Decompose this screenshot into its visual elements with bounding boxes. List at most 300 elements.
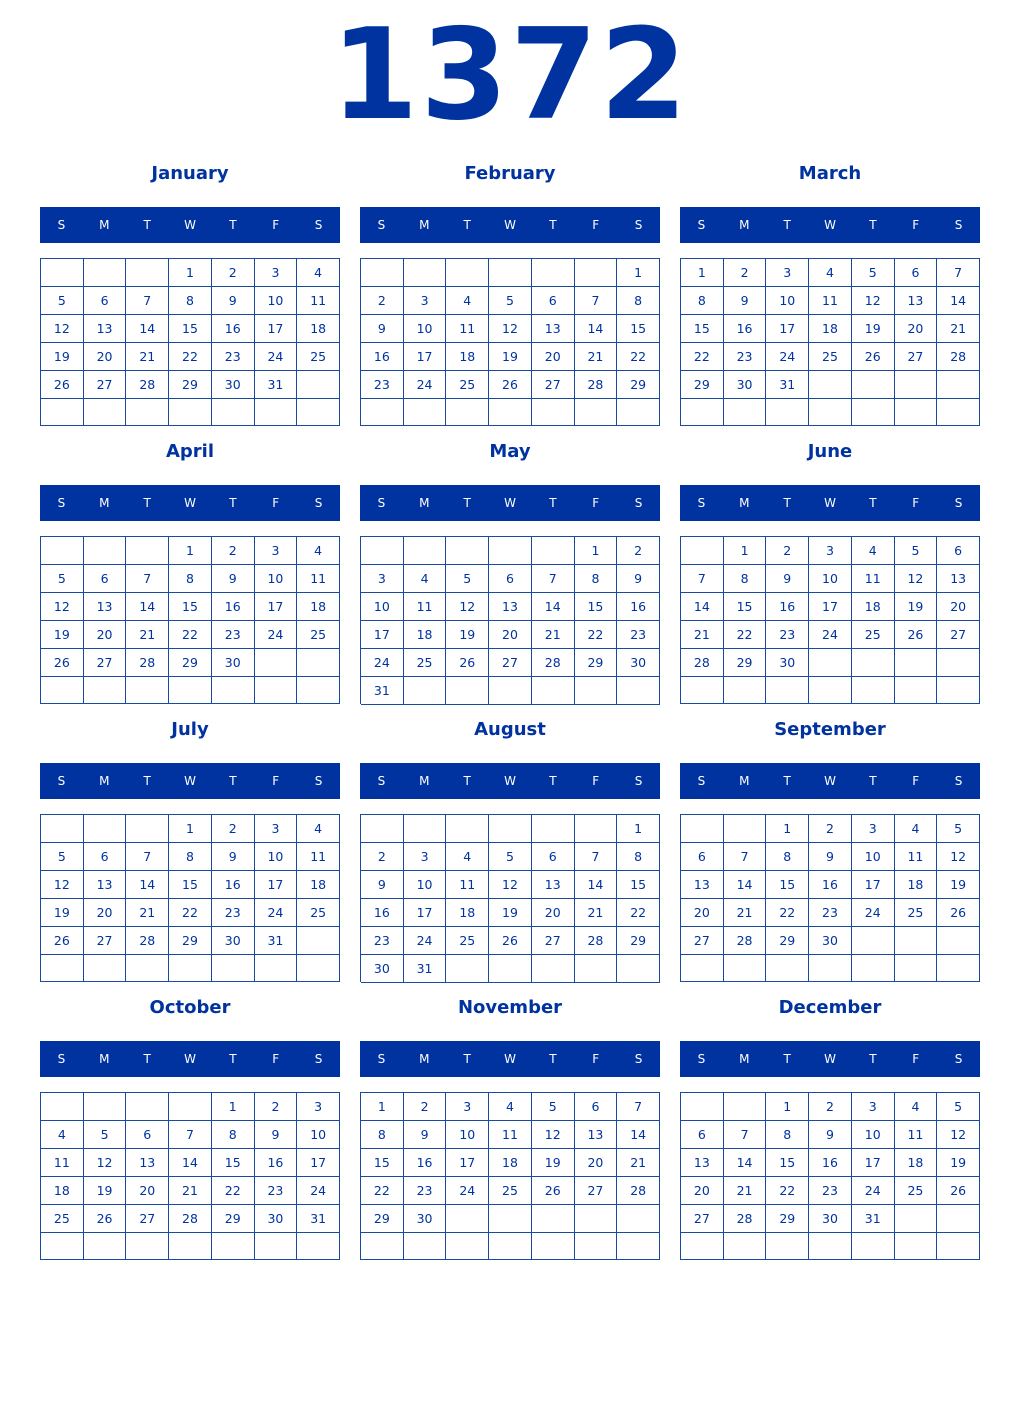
day-cell: 11 [852, 565, 895, 593]
empty-day-cell [297, 399, 340, 426]
empty-day-cell [575, 259, 618, 287]
day-cell: 25 [297, 899, 340, 927]
empty-day-cell [404, 677, 447, 705]
month-name: October [149, 997, 231, 1018]
weekday-label: F [272, 1052, 280, 1066]
day-cell: 6 [489, 565, 532, 593]
day-cell: 23 [724, 343, 767, 371]
weekday-header [680, 207, 980, 243]
empty-day-cell [446, 815, 489, 843]
empty-day-cell [724, 955, 767, 982]
day-cell: 2 [404, 1093, 447, 1121]
empty-day-cell [681, 815, 724, 843]
day-cell: 9 [255, 1121, 298, 1149]
day-cell: 5 [489, 287, 532, 315]
day-cell: 22 [617, 343, 660, 371]
empty-day-cell [361, 399, 404, 426]
day-cell: 15 [681, 315, 724, 343]
empty-day-cell [895, 649, 938, 677]
weekday-label: T [783, 774, 791, 788]
day-cell: 1 [361, 1093, 404, 1121]
day-cell: 3 [766, 259, 809, 287]
weekday-label: T [549, 774, 557, 788]
day-cell: 11 [895, 1121, 938, 1149]
day-cell: 27 [126, 1205, 169, 1233]
day-cell: 12 [489, 315, 532, 343]
day-cell: 25 [446, 927, 489, 955]
day-cell: 27 [489, 649, 532, 677]
day-cell: 13 [84, 593, 127, 621]
day-cell: 11 [446, 315, 489, 343]
weekday-label: T [549, 218, 557, 232]
day-cell: 24 [404, 927, 447, 955]
empty-day-cell [446, 1205, 489, 1233]
empty-day-cell [126, 259, 169, 287]
month-name: March [798, 163, 862, 184]
day-cell: 21 [126, 343, 169, 371]
day-cell: 30 [255, 1205, 298, 1233]
empty-day-cell [84, 399, 127, 426]
day-cell: 10 [297, 1121, 340, 1149]
day-cell: 18 [446, 343, 489, 371]
weekday-label: T [143, 1052, 151, 1066]
weekday-label: T [549, 496, 557, 510]
day-cell: 9 [212, 843, 255, 871]
day-cell: 5 [895, 537, 938, 565]
empty-day-cell [852, 399, 895, 426]
day-grid [360, 1092, 660, 1260]
day-cell: 4 [41, 1121, 84, 1149]
day-cell: 25 [41, 1205, 84, 1233]
day-cell: 16 [809, 871, 852, 899]
month-name: November [457, 997, 563, 1018]
day-cell: 13 [895, 287, 938, 315]
empty-day-cell [297, 955, 340, 982]
empty-day-cell [852, 927, 895, 955]
day-cell: 31 [361, 677, 404, 705]
weekday-label: M [419, 1052, 430, 1066]
empty-day-cell [766, 399, 809, 426]
weekday-label: S [57, 218, 66, 232]
weekday-label: M [419, 774, 430, 788]
empty-day-cell [212, 677, 255, 704]
empty-day-cell [41, 1233, 84, 1260]
weekday-label: S [954, 774, 963, 788]
day-cell: 15 [169, 315, 212, 343]
weekday-label: W [824, 774, 836, 788]
day-cell: 26 [937, 1177, 980, 1205]
empty-day-cell [617, 677, 660, 705]
empty-day-cell [489, 1233, 532, 1260]
day-cell: 22 [169, 621, 212, 649]
day-cell: 16 [361, 343, 404, 371]
empty-day-cell [126, 399, 169, 426]
day-cell: 5 [41, 287, 84, 315]
day-cell: 17 [852, 871, 895, 899]
empty-day-cell [617, 1233, 660, 1260]
day-cell: 26 [532, 1177, 575, 1205]
day-cell: 19 [937, 871, 980, 899]
day-cell: 14 [681, 593, 724, 621]
day-cell: 29 [169, 371, 212, 399]
day-grid [360, 258, 660, 426]
weekday-label: S [954, 1052, 963, 1066]
day-cell: 10 [852, 843, 895, 871]
day-cell: 28 [126, 649, 169, 677]
empty-day-cell [489, 677, 532, 705]
weekday-label: F [592, 774, 600, 788]
day-cell: 12 [41, 593, 84, 621]
day-cell: 15 [617, 315, 660, 343]
day-cell: 31 [852, 1205, 895, 1233]
empty-day-cell [255, 1233, 298, 1260]
day-cell: 4 [404, 565, 447, 593]
empty-day-cell [532, 1205, 575, 1233]
day-cell: 2 [212, 537, 255, 565]
day-cell: 5 [937, 815, 980, 843]
empty-day-cell [255, 677, 298, 704]
day-cell: 31 [297, 1205, 340, 1233]
day-cell: 11 [489, 1121, 532, 1149]
empty-day-cell [126, 815, 169, 843]
day-cell: 16 [212, 593, 255, 621]
empty-day-cell [446, 399, 489, 426]
day-cell: 28 [126, 927, 169, 955]
empty-day-cell [126, 1093, 169, 1121]
empty-day-cell [937, 927, 980, 955]
day-cell: 15 [575, 593, 618, 621]
month-name: December [778, 997, 882, 1018]
day-cell: 29 [724, 649, 767, 677]
day-cell: 6 [895, 259, 938, 287]
day-cell: 20 [84, 621, 127, 649]
day-cell: 7 [575, 287, 618, 315]
empty-day-cell [404, 1233, 447, 1260]
day-cell: 3 [255, 815, 298, 843]
empty-day-cell [446, 955, 489, 983]
day-cell: 6 [84, 287, 127, 315]
day-cell: 2 [809, 1093, 852, 1121]
day-cell: 10 [446, 1121, 489, 1149]
day-cell: 29 [617, 371, 660, 399]
weekday-label: S [697, 1052, 706, 1066]
empty-day-cell [852, 371, 895, 399]
day-cell: 27 [681, 1205, 724, 1233]
day-cell: 30 [617, 649, 660, 677]
day-cell: 2 [212, 815, 255, 843]
day-cell: 28 [937, 343, 980, 371]
day-cell: 11 [895, 843, 938, 871]
empty-day-cell [681, 399, 724, 426]
day-cell: 2 [809, 815, 852, 843]
day-cell: 26 [446, 649, 489, 677]
day-cell: 23 [766, 621, 809, 649]
day-cell: 1 [766, 815, 809, 843]
day-cell: 13 [84, 315, 127, 343]
day-cell: 19 [532, 1149, 575, 1177]
day-cell: 8 [361, 1121, 404, 1149]
weekday-header [40, 1041, 340, 1077]
empty-day-cell [681, 677, 724, 704]
empty-day-cell [41, 537, 84, 565]
day-cell: 6 [681, 1121, 724, 1149]
empty-day-cell [617, 955, 660, 983]
weekday-label: S [377, 774, 386, 788]
day-cell: 14 [724, 871, 767, 899]
empty-day-cell [297, 371, 340, 399]
weekday-label: S [697, 218, 706, 232]
empty-day-cell [126, 537, 169, 565]
day-cell: 7 [126, 287, 169, 315]
day-cell: 11 [404, 593, 447, 621]
weekday-label: S [634, 218, 643, 232]
day-cell: 17 [255, 315, 298, 343]
day-grid [40, 536, 340, 704]
day-cell: 30 [404, 1205, 447, 1233]
day-cell: 20 [489, 621, 532, 649]
empty-day-cell [126, 1233, 169, 1260]
day-cell: 16 [766, 593, 809, 621]
day-cell: 23 [361, 371, 404, 399]
day-cell: 6 [532, 843, 575, 871]
weekday-label: F [272, 496, 280, 510]
day-cell: 18 [297, 593, 340, 621]
weekday-label: T [549, 1052, 557, 1066]
day-cell: 12 [446, 593, 489, 621]
day-cell: 19 [489, 899, 532, 927]
empty-day-cell [575, 677, 618, 705]
empty-day-cell [41, 677, 84, 704]
day-cell: 7 [937, 259, 980, 287]
day-cell: 29 [169, 649, 212, 677]
day-cell: 31 [766, 371, 809, 399]
empty-day-cell [617, 399, 660, 426]
weekday-label: F [912, 774, 920, 788]
day-cell: 18 [895, 1149, 938, 1177]
empty-day-cell [575, 955, 618, 983]
weekday-label: M [99, 496, 110, 510]
weekday-label: T [869, 496, 877, 510]
day-cell: 4 [446, 287, 489, 315]
day-cell: 15 [212, 1149, 255, 1177]
day-cell: 1 [617, 815, 660, 843]
empty-day-cell [575, 399, 618, 426]
day-cell: 25 [297, 621, 340, 649]
day-cell: 3 [361, 565, 404, 593]
empty-day-cell [404, 537, 447, 565]
day-cell: 19 [852, 315, 895, 343]
day-cell: 20 [681, 1177, 724, 1205]
empty-day-cell [575, 1233, 618, 1260]
day-cell: 5 [937, 1093, 980, 1121]
day-cell: 9 [809, 843, 852, 871]
weekday-label: W [504, 1052, 516, 1066]
day-cell: 17 [361, 621, 404, 649]
day-cell: 11 [809, 287, 852, 315]
day-cell: 31 [255, 371, 298, 399]
weekday-label: S [697, 774, 706, 788]
weekday-label: W [504, 496, 516, 510]
day-cell: 1 [681, 259, 724, 287]
day-cell: 26 [41, 927, 84, 955]
day-cell: 14 [126, 315, 169, 343]
day-cell: 28 [617, 1177, 660, 1205]
day-cell: 30 [766, 649, 809, 677]
day-cell: 3 [852, 815, 895, 843]
weekday-label: W [824, 496, 836, 510]
empty-day-cell [169, 1093, 212, 1121]
day-cell: 22 [681, 343, 724, 371]
empty-day-cell [361, 537, 404, 565]
day-cell: 1 [212, 1093, 255, 1121]
day-cell: 15 [169, 593, 212, 621]
weekday-label: F [592, 218, 600, 232]
day-cell: 16 [617, 593, 660, 621]
empty-day-cell [361, 1233, 404, 1260]
empty-day-cell [84, 815, 127, 843]
day-cell: 16 [724, 315, 767, 343]
day-cell: 23 [255, 1177, 298, 1205]
weekday-label: S [57, 774, 66, 788]
day-cell: 30 [361, 955, 404, 983]
day-cell: 8 [617, 287, 660, 315]
day-cell: 1 [169, 259, 212, 287]
empty-day-cell [84, 1233, 127, 1260]
weekday-label: W [184, 774, 196, 788]
weekday-label: W [504, 774, 516, 788]
empty-day-cell [809, 1233, 852, 1260]
day-cell: 10 [809, 565, 852, 593]
weekday-header [680, 485, 980, 521]
weekday-label: T [869, 774, 877, 788]
day-cell: 15 [617, 871, 660, 899]
empty-day-cell [446, 537, 489, 565]
day-cell: 19 [446, 621, 489, 649]
day-cell: 24 [852, 899, 895, 927]
weekday-header [360, 763, 660, 799]
weekday-label: W [184, 1052, 196, 1066]
empty-day-cell [489, 1205, 532, 1233]
empty-day-cell [852, 1233, 895, 1260]
day-cell: 25 [895, 899, 938, 927]
empty-day-cell [41, 399, 84, 426]
empty-day-cell [404, 399, 447, 426]
empty-day-cell [126, 955, 169, 982]
day-cell: 27 [895, 343, 938, 371]
day-cell: 30 [212, 927, 255, 955]
day-cell: 8 [617, 843, 660, 871]
empty-day-cell [809, 649, 852, 677]
weekday-label: F [592, 496, 600, 510]
day-grid [40, 1092, 340, 1260]
weekday-label: T [463, 1052, 471, 1066]
day-cell: 16 [404, 1149, 447, 1177]
day-cell: 22 [575, 621, 618, 649]
day-grid [40, 814, 340, 982]
day-cell: 12 [532, 1121, 575, 1149]
day-cell: 9 [212, 565, 255, 593]
empty-day-cell [489, 955, 532, 983]
weekday-label: S [57, 496, 66, 510]
empty-day-cell [809, 371, 852, 399]
empty-day-cell [937, 1205, 980, 1233]
day-cell: 4 [446, 843, 489, 871]
day-cell: 12 [41, 315, 84, 343]
day-cell: 17 [255, 593, 298, 621]
day-cell: 15 [361, 1149, 404, 1177]
day-cell: 21 [532, 621, 575, 649]
day-cell: 20 [681, 899, 724, 927]
day-grid [680, 814, 980, 982]
day-cell: 15 [169, 871, 212, 899]
day-cell: 25 [489, 1177, 532, 1205]
day-cell: 12 [937, 1121, 980, 1149]
day-cell: 17 [809, 593, 852, 621]
day-cell: 10 [766, 287, 809, 315]
day-cell: 14 [169, 1149, 212, 1177]
day-cell: 3 [404, 287, 447, 315]
day-cell: 4 [809, 259, 852, 287]
day-cell: 28 [169, 1205, 212, 1233]
day-cell: 18 [809, 315, 852, 343]
day-cell: 30 [212, 371, 255, 399]
day-cell: 10 [361, 593, 404, 621]
day-cell: 24 [852, 1177, 895, 1205]
day-cell: 24 [255, 621, 298, 649]
day-cell: 21 [126, 621, 169, 649]
day-cell: 29 [361, 1205, 404, 1233]
day-cell: 21 [724, 899, 767, 927]
day-cell: 19 [489, 343, 532, 371]
day-cell: 22 [617, 899, 660, 927]
day-cell: 7 [575, 843, 618, 871]
day-cell: 5 [532, 1093, 575, 1121]
month-name: September [774, 719, 886, 740]
empty-day-cell [852, 955, 895, 982]
day-cell: 3 [809, 537, 852, 565]
empty-day-cell [41, 815, 84, 843]
empty-day-cell [446, 259, 489, 287]
empty-day-cell [575, 815, 618, 843]
weekday-label: T [869, 1052, 877, 1066]
weekday-label: M [99, 774, 110, 788]
day-cell: 24 [297, 1177, 340, 1205]
month-name: January [151, 163, 229, 184]
day-cell: 29 [169, 927, 212, 955]
weekday-header [360, 1041, 660, 1077]
day-cell: 12 [489, 871, 532, 899]
empty-day-cell [255, 649, 298, 677]
day-cell: 14 [617, 1121, 660, 1149]
empty-day-cell [809, 677, 852, 704]
empty-day-cell [126, 677, 169, 704]
weekday-label: T [229, 774, 237, 788]
day-cell: 15 [724, 593, 767, 621]
day-cell: 22 [766, 899, 809, 927]
day-cell: 24 [766, 343, 809, 371]
weekday-header [40, 207, 340, 243]
weekday-label: T [143, 496, 151, 510]
month-name: June [807, 441, 853, 462]
day-cell: 22 [724, 621, 767, 649]
empty-day-cell [489, 815, 532, 843]
day-cell: 22 [766, 1177, 809, 1205]
day-cell: 27 [937, 621, 980, 649]
day-cell: 8 [169, 565, 212, 593]
weekday-label: W [184, 496, 196, 510]
day-cell: 22 [361, 1177, 404, 1205]
day-cell: 13 [681, 871, 724, 899]
